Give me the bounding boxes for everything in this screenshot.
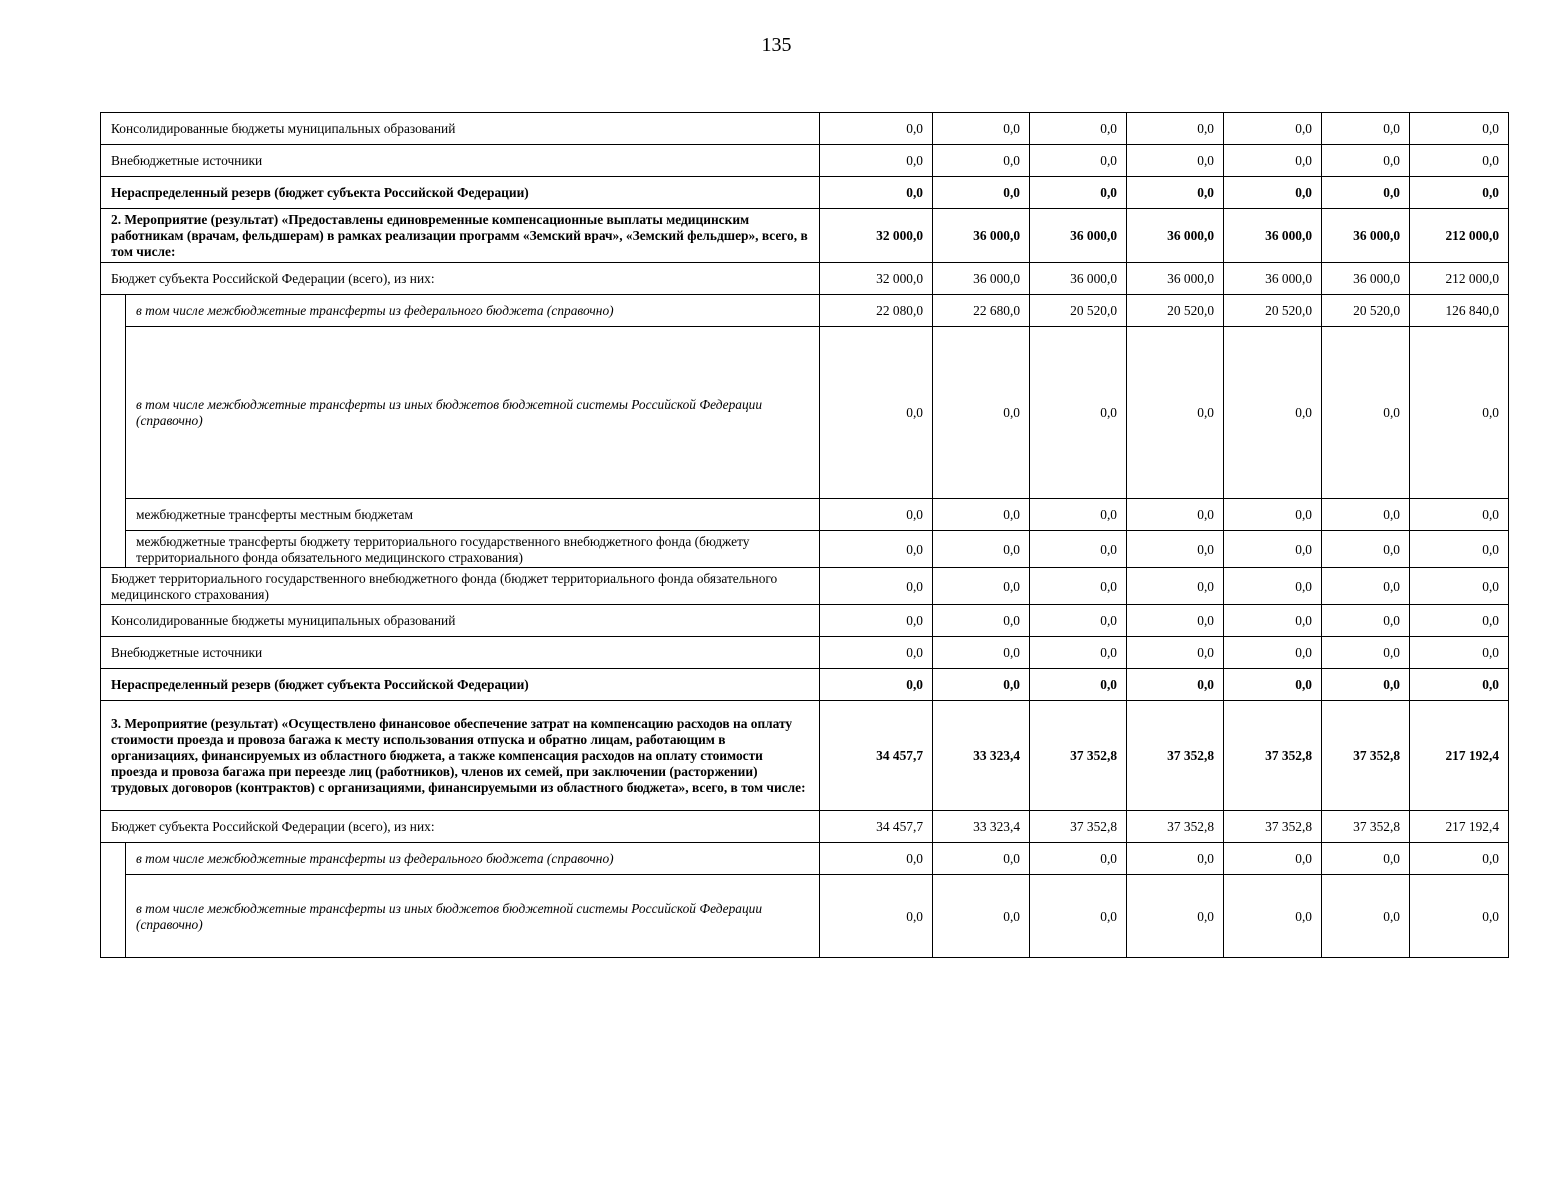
value-cell: 0,0	[1322, 327, 1410, 499]
value-cell: 0,0	[1410, 843, 1509, 875]
table-row	[101, 113, 1509, 145]
value-cell: 0,0	[1030, 605, 1127, 637]
value-cell: 0,0	[1224, 669, 1322, 701]
value-cell: 0,0	[1322, 145, 1410, 177]
value-cell: 36 000,0	[1224, 263, 1322, 295]
value-cell: 0,0	[820, 327, 933, 499]
row-label: 3. Мероприятие (результат) «Осуществлено финансовое обеспечение затрат на компенсацию расходов на оплату стоимости проезда и провоза багажа к месту использования отпуска и обратно лицам, работающим в организациях, финансируемых из областного бюджета, а также компенсация расходов на оплату стоимости проезда и провоза багажа при переезде лиц (работников), членов их семей, при заключении (расторжении) трудовых договоров (контрактов) с организациями, финансируемыми из областного бюджета», всего, в том числе:	[101, 701, 820, 811]
value-cell: 0,0	[1127, 145, 1224, 177]
value-cell: 33 323,4	[933, 701, 1030, 811]
value-cell: 0,0	[1322, 113, 1410, 145]
value-cell: 0,0	[933, 637, 1030, 669]
value-cell: 33 323,4	[933, 811, 1030, 843]
table-row	[101, 177, 1509, 209]
value-cell: 0,0	[1127, 327, 1224, 499]
indent-cell	[101, 327, 126, 499]
value-cell: 0,0	[1322, 843, 1410, 875]
value-cell: 0,0	[1410, 145, 1509, 177]
value-cell: 0,0	[1030, 669, 1127, 701]
value-cell: 0,0	[1322, 605, 1410, 637]
value-cell: 37 352,8	[1127, 701, 1224, 811]
value-cell: 212 000,0	[1410, 209, 1509, 263]
value-cell: 126 840,0	[1410, 295, 1509, 327]
indent-cell	[101, 843, 126, 875]
value-cell: 0,0	[1322, 499, 1410, 531]
value-cell: 0,0	[933, 327, 1030, 499]
table-row	[101, 531, 1509, 568]
value-cell: 0,0	[1322, 637, 1410, 669]
value-cell: 20 520,0	[1322, 295, 1410, 327]
table-row	[101, 605, 1509, 637]
value-cell: 0,0	[933, 605, 1030, 637]
value-cell: 0,0	[1030, 499, 1127, 531]
value-cell: 0,0	[1410, 531, 1509, 568]
value-cell: 0,0	[1127, 637, 1224, 669]
value-cell: 0,0	[1224, 145, 1322, 177]
value-cell: 0,0	[820, 605, 933, 637]
value-cell: 0,0	[1127, 113, 1224, 145]
value-cell: 0,0	[1127, 669, 1224, 701]
value-cell: 22 080,0	[820, 295, 933, 327]
value-cell: 0,0	[1410, 875, 1509, 958]
row-label: в том числе межбюджетные трансферты из федерального бюджета (справочно)	[126, 843, 820, 875]
row-label: Нераспределенный резерв (бюджет субъекта Российской Федерации)	[101, 669, 820, 701]
value-cell: 0,0	[1322, 177, 1410, 209]
value-cell: 37 352,8	[1030, 701, 1127, 811]
value-cell: 0,0	[1224, 499, 1322, 531]
value-cell: 0,0	[933, 669, 1030, 701]
value-cell: 0,0	[1224, 531, 1322, 568]
row-label: межбюджетные трансферты местным бюджетам	[126, 499, 820, 531]
value-cell: 0,0	[1127, 568, 1224, 605]
value-cell: 32 000,0	[820, 209, 933, 263]
value-cell: 0,0	[820, 499, 933, 531]
value-cell: 0,0	[1224, 568, 1322, 605]
indent-cell	[101, 295, 126, 327]
row-label: Консолидированные бюджеты муниципальных образований	[101, 113, 820, 145]
row-label: Консолидированные бюджеты муниципальных образований	[101, 605, 820, 637]
value-cell: 0,0	[1030, 875, 1127, 958]
table-row	[101, 701, 1509, 811]
value-cell: 0,0	[1127, 177, 1224, 209]
value-cell: 0,0	[1224, 113, 1322, 145]
value-cell: 0,0	[1127, 605, 1224, 637]
value-cell: 0,0	[820, 875, 933, 958]
value-cell: 20 520,0	[1127, 295, 1224, 327]
value-cell: 0,0	[1410, 499, 1509, 531]
value-cell: 0,0	[1224, 177, 1322, 209]
value-cell: 0,0	[1410, 327, 1509, 499]
value-cell: 0,0	[1030, 568, 1127, 605]
value-cell: 0,0	[1410, 113, 1509, 145]
value-cell: 0,0	[933, 843, 1030, 875]
value-cell: 0,0	[1322, 531, 1410, 568]
table-row	[101, 875, 1509, 958]
page-number: 135	[761, 34, 792, 56]
value-cell: 36 000,0	[1030, 209, 1127, 263]
table-row	[101, 568, 1509, 605]
row-label: Бюджет субъекта Российской Федерации (всего), из них:	[101, 263, 820, 295]
value-cell: 0,0	[1410, 669, 1509, 701]
value-cell: 34 457,7	[820, 701, 933, 811]
table-row	[101, 145, 1509, 177]
value-cell: 0,0	[820, 531, 933, 568]
row-label: в том числе межбюджетные трансферты из иных бюджетов бюджетной системы Российской Федерации (справочно)	[126, 875, 820, 958]
table-row	[101, 209, 1509, 263]
table-row	[101, 811, 1509, 843]
value-cell: 36 000,0	[1322, 263, 1410, 295]
value-cell: 0,0	[1322, 669, 1410, 701]
value-cell: 0,0	[1030, 327, 1127, 499]
value-cell: 36 000,0	[1322, 209, 1410, 263]
value-cell: 32 000,0	[820, 263, 933, 295]
value-cell: 0,0	[820, 637, 933, 669]
value-cell: 0,0	[1322, 875, 1410, 958]
table-row	[101, 637, 1509, 669]
value-cell: 0,0	[1127, 531, 1224, 568]
value-cell: 37 352,8	[1322, 811, 1410, 843]
value-cell: 22 680,0	[933, 295, 1030, 327]
value-cell: 0,0	[1224, 637, 1322, 669]
value-cell: 0,0	[820, 669, 933, 701]
value-cell: 0,0	[933, 531, 1030, 568]
value-cell: 0,0	[820, 843, 933, 875]
value-cell: 0,0	[1224, 875, 1322, 958]
value-cell: 0,0	[1030, 113, 1127, 145]
value-cell: 0,0	[933, 568, 1030, 605]
value-cell: 0,0	[1322, 568, 1410, 605]
value-cell: 0,0	[1224, 843, 1322, 875]
row-label: Внебюджетные источники	[101, 145, 820, 177]
budget-table	[100, 112, 1509, 958]
value-cell: 0,0	[933, 177, 1030, 209]
value-cell: 0,0	[1224, 605, 1322, 637]
value-cell: 212 000,0	[1410, 263, 1509, 295]
value-cell: 0,0	[1030, 531, 1127, 568]
value-cell: 36 000,0	[1030, 263, 1127, 295]
indent-cell	[101, 499, 126, 531]
value-cell: 0,0	[820, 568, 933, 605]
value-cell: 37 352,8	[1224, 811, 1322, 843]
row-label: в том числе межбюджетные трансферты из федерального бюджета (справочно)	[126, 295, 820, 327]
table-row	[101, 295, 1509, 327]
value-cell: 0,0	[1410, 637, 1509, 669]
value-cell: 20 520,0	[1030, 295, 1127, 327]
value-cell: 0,0	[820, 145, 933, 177]
row-label: Бюджет территориального государственного внебюджетного фонда (бюджет территориального фонда обязательного медицинского страхования)	[101, 568, 820, 605]
value-cell: 36 000,0	[1127, 209, 1224, 263]
value-cell: 37 352,8	[1322, 701, 1410, 811]
value-cell: 0,0	[933, 875, 1030, 958]
row-label: в том числе межбюджетные трансферты из иных бюджетов бюджетной системы Российской Федерации (справочно)	[126, 327, 820, 499]
value-cell: 217 192,4	[1410, 811, 1509, 843]
row-label: 2. Мероприятие (результат) «Предоставлены единовременные компенсационные выплаты медицинским работникам (врачам, фельдшерам) в рамках реализации программ «Земский врач», «Земский фельдшер», всего, в том числе:	[101, 209, 820, 263]
value-cell: 34 457,7	[820, 811, 933, 843]
indent-cell	[101, 875, 126, 958]
table-row	[101, 499, 1509, 531]
table-row	[101, 327, 1509, 499]
value-cell: 0,0	[933, 145, 1030, 177]
value-cell: 37 352,8	[1030, 811, 1127, 843]
value-cell: 0,0	[1410, 177, 1509, 209]
value-cell: 36 000,0	[1224, 209, 1322, 263]
value-cell: 0,0	[933, 499, 1030, 531]
value-cell: 0,0	[1030, 843, 1127, 875]
value-cell: 0,0	[1030, 637, 1127, 669]
row-label: Нераспределенный резерв (бюджет субъекта Российской Федерации)	[101, 177, 820, 209]
row-label: межбюджетные трансферты бюджету территориального государственного внебюджетного фонда (бюджету территориального фонда обязательного медицинского страхования)	[126, 531, 820, 568]
value-cell: 0,0	[933, 113, 1030, 145]
value-cell: 36 000,0	[933, 209, 1030, 263]
value-cell: 0,0	[1224, 327, 1322, 499]
table-row	[101, 669, 1509, 701]
value-cell: 0,0	[1127, 843, 1224, 875]
value-cell: 0,0	[1127, 875, 1224, 958]
table-row	[101, 843, 1509, 875]
value-cell: 0,0	[820, 113, 933, 145]
value-cell: 0,0	[1127, 499, 1224, 531]
value-cell: 0,0	[1030, 145, 1127, 177]
value-cell: 37 352,8	[1127, 811, 1224, 843]
value-cell: 20 520,0	[1224, 295, 1322, 327]
table-row	[101, 263, 1509, 295]
value-cell: 0,0	[820, 177, 933, 209]
value-cell: 0,0	[1030, 177, 1127, 209]
value-cell: 217 192,4	[1410, 701, 1509, 811]
value-cell: 36 000,0	[1127, 263, 1224, 295]
row-label: Внебюджетные источники	[101, 637, 820, 669]
row-label: Бюджет субъекта Российской Федерации (всего), из них:	[101, 811, 820, 843]
value-cell: 0,0	[1410, 568, 1509, 605]
value-cell: 36 000,0	[933, 263, 1030, 295]
value-cell: 0,0	[1410, 605, 1509, 637]
value-cell: 37 352,8	[1224, 701, 1322, 811]
indent-cell	[101, 531, 126, 568]
